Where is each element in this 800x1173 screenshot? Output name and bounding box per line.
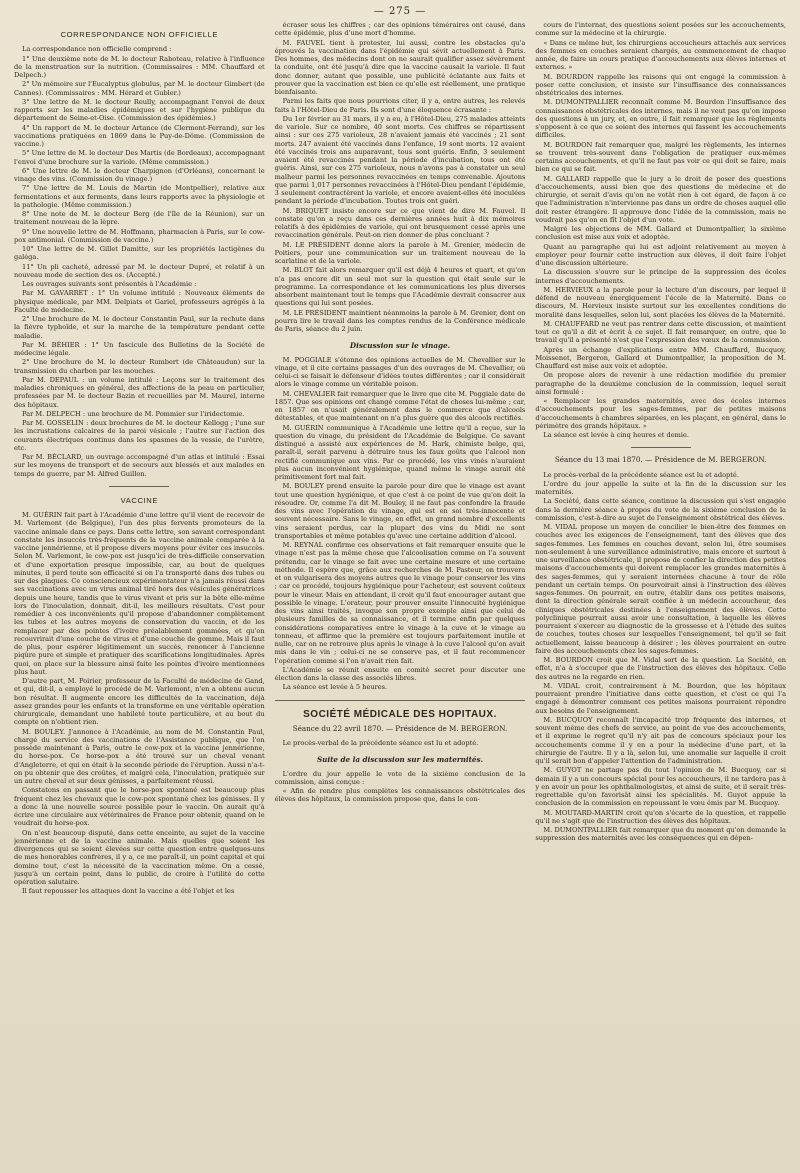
session-line-2: Séance du 13 mai 1870. — Présidence de M. BERGERON. [554, 455, 767, 465]
session-2-text [535, 471, 786, 843]
paragraph: M. BOURDON croit que M. Vidal sort de la question. La Société, en effet, n'a à s'occuper que de l'instruction des élèves des hôpitaux. Celle des autres ne la regarde en rien. [535, 656, 786, 681]
paragraph: Après un échange d'explications entre MM. Chauffard, Bucquoy, Moissenet, Bergeron, Gallard et Dumontpallier, la proposition de M. Chauffard est mise aux voix et adoptée. [535, 345, 786, 370]
paragraph: Le procès-verbal de la précédente séance est lu et adopté. [282, 739, 479, 747]
paragraph: On propose alors de revenir à une rédaction modifiée du premier paragraphe de la deuxième conclusion de la commission, lequel serait ainsi formulé : [535, 371, 786, 396]
paragraph: M. GUÉRIN fait part à l'Académie d'une lettre qu'il vient de recevoir de M. Varlemont (de Belgique), l'un des plus fervents promoteurs de la vaccine animale dans ce pays. Dans cette lettre, son savant correspondant constate les insuccès très-fréquents de la vaccine animale comparée à la vaccine jennérienne, et il propose divers moyens pour éviter ces insuccès. Selon M. Varlemont, le cow-pox est jusqu'ici de très-difficile conservation et d'une exportation presque impossible, car, au bout de quelques minutes, il perd toute son efficacité si on l'a transporté dans des tubes ou sur des plaques. Ce consciencieux expérimentateur n'a jamais réussi dans ses vaccinations avec un virus animal tiré hors des vésicules génératrices depuis une heure, tandis que le virus vivant et pris sur la bête elle-même lors de l'inoculation, donnait, dit-il, les meilleurs résultats. C'est pour remédier à ces inconvénients qu'il propose d'abandonner complètement les tubes et les autres moyens de conservation du vaccin, et de les remplacer par des pointes d'ivoire préalablement gommées, et qu'on recouvrirait d'une couche de virus et d'une couche de gomme. Mais il faut de plus, pour espérer légitimement un succès, renoncer à l'ancienne piqûre pure et simple et pratiquer des scarifications longitudinales. Après quoi, on place sur la blessure ainsi faite les pointes d'ivoire mentionnées plus haut. [14, 511, 265, 676]
paragraph: M. BLOT fait alors remarquer qu'il est déjà 4 heures et quart, et qu'on n'a pas encore dit un seul mot sur la question qui était seule sur le programme. La correspondance et les communications les plus diverses absorbent maintenant tout le temps que l'Académie devrait consacrer aux questions qui lui sont posées. [274, 266, 526, 308]
paragraph: La séance est levée à 5 heures. [282, 683, 388, 692]
column-2 [275, 21, 526, 1171]
paragraph: M. BOULEY. J'annonce à l'Académie, au nom de M. Constantin Paul, chargé du service des vaccinations de l'Assistance publique, que l'on possède maintenant à Paris, outre le cow-pox et la vaccine jennérienne, du horse-pox. Ce horse-pox a été trouvé sur un cheval venant d'Angleterre, et qui en était à la seconde période de l'éruption. Aussi n'a-t-on pu obtenir que des croûtes, et malgré cela, l'inoculation, pratiquée sur un autre cheval et sur deux génisses, a parfaitement réussi. [14, 727, 265, 785]
paragraph: 8° Une note de M. le docteur Berg (de l'île de la Réunion), sur un traitement nouveau de la lèpre. [14, 210, 265, 227]
paragraph: Par M. BÉCLARD, un ouvrage accompagné d'un atlas et intitulé : Essai sur les moyens de transport et de secours aux blessés et aux malades en temps de guerre, par M. Alfred Guillon. [14, 453, 265, 478]
vaccine-continued [275, 21, 526, 333]
paragraph: M. BRIQUET insiste encore sur ce que vient de dire M. Fauvel. Il constate qu'on a reçu dans ces dernières années huit à dix mémoires relatifs à des épidémies de variole, qui ont brusquement cessé après une revaccination générale. Peut-on rien donner de plus concluant ? [274, 206, 526, 240]
vaccine-text [14, 511, 265, 896]
columns [14, 21, 786, 1171]
paragraph: M. DUMONTPALLIER reconnaît comme M. Bourdon l'insuffisance des connaissances obstétricales des internes, mais il ne veut pas qu'on impose des questions à un jury, et, en outre, il fait remarquer que les règlements s'opposent à ce que ce soient des internes qui fassent les accouchements difficiles. [535, 98, 786, 140]
heading-maternites: Suite de la discussion sur les maternités. [316, 755, 484, 765]
paragraph: On n'est beaucoup disputé, dans cette enceinte, au sujet de la vaccine jennérienne et de la vaccine animale. Mais quelles que soient les divergences qui se soient élevées sur cette question entre quelques-uns de mes honorables confrères, il y a, ce me paraît-il, un point capital et qui domine tout, c'est la nécessité de la vaccination même. On a cessé, jusqu'à un certain point, dans le public, de croire à l'utilité de cette opération salutaire. [14, 828, 265, 886]
paragraph: Quant au paragraphe qui lui est adjoint relativement au moyen à employer pour fournir cette instruction aux élèves, il doit faire l'objet d'une discussion ultérieure. [535, 242, 786, 267]
paragraph: M. REYNAL confirme ces observations et fait remarquer ensuite que le vinage n'est pas la même chose que l'alcoolisation comme on l'a souvent prétendu, car le vinage se fait avec une certaine mesure et une certaine méthode. Il espère que, grâce aux recherches de M. Pasteur, on trouvera et on vulgarisera des moyens autres que le vinage pour conserver les vins ; car ce procédé, toujours hygiénique pour l'acheteur, est souvent coûteux pour le vineur. Mais en attendant, il croit qu'il faut encourager autant que possible le vinage. L'orateur, pour prouver ensuite l'innocuité hygiénique des vins ainsi traités, invoque son propre exemple ainsi que celui de plusieurs familles de sa connaissance, et il termine enfin par quelques considérations comparatives entre le vinage à la cuve et le vinage au tonneau, et affirme que la première est toujours parfaitement inutile et nulle, car on ne retrouve plus après le vinage à la cuve l'alcool qu'on avait mis dans le vin ; celui-ci ne se conserve pas, et il faut recommencer l'opération comme si l'on n'avait rien fait. [274, 541, 526, 665]
divider [275, 700, 526, 701]
correspondance-list [14, 45, 265, 478]
paragraph: M. BUCQUOY reconnaît l'incapacité trop fréquente des internes, et souvent même des chefs de service, au point de vue des accouchements, et il exprime le regret qu'il n'y ait pas de concours spéciaux pour les accouchements comme il y en a pour la médecine d'une part, et la chirurgie de l'autre. Il y a là, selon lui, une anomalie sur laquelle il croit qu'il serait bon d'appeler l'attention de l'administration. [535, 715, 786, 765]
paragraph: Les ouvrages suivants sont présentés à l'Académie : [22, 280, 197, 288]
paragraph: M. GALLARD rappelle que le jury a le droit de poser des questions d'accouchements, aussi bien que des questions de médecine et de chirurgie, et serait d'avis qu'on ne votât rien à cet égard, de façon à ce que l'administration n'intervienne pas dans un ordre de choses auquel elle doit rester étrangère. Il approuve donc l'idée de la commission, mais ne voudrait pas qu'on en fît l'objet d'un vote. [535, 174, 786, 224]
paragraph: « Afin de rendre plus complètes les connaissances obstétricales des élèves des hôpitaux, la commission propose que, dans le con- [274, 787, 526, 804]
vinage-text [275, 356, 526, 692]
paragraph: M. CHAUFFARD ne veut pas rentrer dans cette discussion, et maintient tout ce qu'il a dit et écrit à ce sujet. Il fait remarquer, en outre, que le travail qu'il a présenté n'est que l'expression des vœux de la commission. [535, 319, 786, 345]
paragraph: M. FAUVEL tient à protester, lui aussi, contre les obstacles qu'a éprouvés la vaccination dans l'épidémie qui sévit actuellement à Paris. Des hommes, des médecins dont on ne saurait qualifier assez sévèrement la conduite, ont été jusqu'à dire que la vaccine causait la variole. Il faut donc donner, autant que possible, une publicité éclatante aux faits et prouver que la vaccination est bien ce qu'elle est réellement, une pratique bienfaisante. [274, 38, 526, 96]
column-3 [535, 21, 786, 1171]
column-1 [14, 21, 265, 1171]
paragraph: L'ordre du jour appelle le vote de la sixième conclusion de la commission, ainsi conçue : [274, 769, 526, 786]
paragraph: 9° Une nouvelle lettre de M. Hoffmann, pharmacien à Paris, sur le cow-pox antimonial. (Commission de vaccine.) [14, 227, 265, 244]
paragraph: Par M. GAVARRET : 1° Un volume intitulé : Nouveaux éléments de physique médicale, par MM. Delpiats et Gariel, professeurs agrégés à la Faculté de médecine. [14, 289, 265, 314]
divider [631, 447, 691, 448]
paragraph: 5° Une lettre de M. le docteur Des Martis (de Bordeaux), accompagnant l'envoi d'une brochure sur la variole. (Même commission.) [14, 149, 265, 166]
paragraph: Malgré les objections de MM. Gallard et Dumontpallier, la sixième conclusion est mise aux voix et adoptée. [535, 225, 786, 242]
paragraph: M. GUYOT ne partage pas du tout l'opinion de M. Bucquoy, car si demain il y a un concours spécial pour les accoucheurs, il ne tardera pas à y en avoir un pour les ophthalmologistes, et ainsi de suite, et il serait très-regrettable qu'on favorisât ainsi les spécialités. M. Guyot appuie la conclusion de la commission en repoussant le vœu émis par M. Bucquoy. [535, 766, 786, 808]
paragraph: 11° Un pli cacheté, adressé par M. le docteur Dupré, et relatif à un nouveau mode de section des os. (Accepté.) [14, 262, 265, 279]
paragraph: La Société, dans cette séance, continue la discussion qui s'est engagée dans la dernière séance à propos du vote de la sixième conclusion de la commission, c'est-à-dire au sujet de l'enseignement obstétrical des élèves. [535, 497, 786, 522]
paragraph: M. HERVIEUX a la parole pour la lecture d'un discours, par lequel il défend de nouveau énergiquement l'école de la Maternité. Dans ce discours, M. Hervieux insiste surtout sur les excellentes conditions de moralité dans lesquelles, selon lui, sont placées les élèves de la Maternité. [535, 285, 786, 319]
paragraph: « Dans ce même but, les chirurgiens accoucheurs attachés aux services des femmes en couches seraient chargés, au commencement de chaque année, de faire un cours pratique d'accouchements aux élèves internes et externes. » [535, 38, 786, 72]
paragraph: M. LE PRÉSIDENT maintient néanmoins la parole à M. Grenier, dont on pourra lire le travail dans les comptes rendus de la Conférence médicale de Paris, séance du 2 juin. [274, 308, 526, 333]
paragraph: La correspondance non officielle comprend : [22, 45, 172, 54]
paragraph: M. DUMONTPALLIER fait remarquer que du moment qu'on demande la suppression des maternités avec les conséquences qui en dépen- [535, 826, 786, 843]
paragraph: 2° Un mémoire sur l'Eucalyptus globulus, par M. le docteur Gimbert (de Cannes). (Commissaires : MM. Hérard et Gubler.) [14, 80, 265, 97]
paragraph: Du 1er février au 31 mars, il y a eu, à l'Hôtel-Dieu, 275 malades atteints de variole. Sur ce nombre, 40 sont morts. Ces chiffres se répartissent ainsi : sur ces 275 varioleux, 28 n'avaient jamais été vaccinés ; 21 sont morts. 247 avaient été vaccinés dans l'enfance, 19 sont morts. 12 avaient été vaccinés trois ans auparavant, tous sont guéris. Enfin, 3 seulement avaient été revaccinés pendant la période d'incubation, tous ont été guéris. Ainsi, sur ces 275 varioleux, nous n'avons pas à constater un seul malheur parmi les personnes revaccinées en temps convenable. Ajoutons que parmi 1,017 personnes revaccinées à l'Hôtel-Dieu pendant l'épidémie, 3 seulement contractèrent la variole, et encore avaient-elles été inoculées pendant la période d'incubation. Toutes trois ont guéri. [274, 114, 526, 206]
paragraph: M. CHEVALIER fait remarquer que le livre que cite M. Poggiale date de 1857. Que ses opinions ont changé comme l'état de choses lui-même ; car, en 1857 on n'usait généralement dans le commerce que d'alcools détestables, et que maintenant on n'a plus guère que des alcools rectifiés. [274, 389, 526, 423]
heading-vaccine: VACCINE [120, 495, 159, 505]
maternites-continued [535, 21, 786, 439]
heading-societe: SOCIÉTÉ MÉDICALE DES HOPITAUX. [303, 708, 497, 720]
paragraph: M. LE PRÉSIDENT donne alors la parole à M. Grenier, médecin de Poitiers, pour une communication sur un traitement nouveau de la scarlatine et de la variole. [274, 240, 526, 265]
divider [109, 486, 169, 487]
paragraph: 10° Une lettre de M. Gillet Damitte, sur les propriétés lactigènes du galéga. [14, 245, 265, 262]
session-line-1: Séance du 22 avril 1870. — Présidence de M. BERGERON. [292, 723, 508, 733]
heading-correspondance: CORRESPONDANCE NON OFFICIELLE [60, 30, 219, 39]
paragraph: 7° Une lettre de M. Louis de Martin (de Montpellier), relative aux fermentations et aux ferments, dans leurs rapports avec la physiologie et la pathologie. (Même commission.) [14, 184, 265, 209]
paragraph: Il faut repousser les attaques dont la vaccine a été l'objet et les [22, 887, 235, 896]
paragraph: D'autre part, M. Poirier, professeur de la Faculté de médecine de Gand, et qui, dit-il, a employé le procédé de M. Varlemont, n'en a obtenu aucun bon résultat. Il augmente encore les difficultés de la vaccination, déjà assez grandes pour les enfants et la transforme en une véritable opération chirurgicale, demandant une habileté toute particulière, et au bout du compte on n'obtient rien. [14, 677, 265, 727]
paragraph: Constatons en passant que le horse-pox spontané est beaucoup plus fréquent chez les chevaux que le cow-pox spontané chez les génisses. Il y a donc là une nouvelle source possible pour le vaccin. On aurait qu'à écrire une circulaire aux vétérinaires de France pour obtenir, quand on le voudrait du horse-pox. [14, 786, 265, 828]
paragraph: écraser sous les chiffres ; car des opinions téméraires ont causé, dans cette épidémie, plus d'une mort d'homme. [274, 21, 526, 38]
societe-text [275, 739, 526, 747]
paragraph: 1° Une deuxième note de M. le docteur Raboteau, relative à l'influence de la menstruation sur la nutrition. (Commissaires : MM. Chauffard et Delpech.) [14, 54, 265, 79]
heading-vinage: Discussion sur le vinage. [349, 341, 451, 351]
paragraph: M. BOULEY prend ensuite la parole pour dire que le vinage est avant tout une question hygiénique, et que c'est à ce point de vue qu'on doit la résoudre. Or, comme l'a dit M. Bouley, il ne faut pas confondre la fraude des vins avec l'opération du vinage, qui est en soi très-innocente et souvent nécessaire. Sans le vinage, en effet, un grand nombre d'excellents vins seraient perdus, car la plupart des vins du Midi ne sont transportables et même potables qu'avec une certaine addition d'alcool. [274, 482, 526, 540]
paragraph: cours de l'internat, des questions soient posées sur les accouchements, comme sur la médecine et la chirurgie. [535, 21, 786, 38]
paragraph: 4° Un rapport de M. le docteur Artance (de Clermont-Ferrand), sur les vaccinations pratiquées en 1869 dans le Puy-de-Dôme. (Commission de vaccine.) [14, 123, 265, 148]
paragraph: M. BOURDON fait remarquer que, malgré les règlements, les internes se trouvent très-souvent dans l'obligation de pratiquer eux-mêmes certains accouchements, et qu'il ne faut pas voir ce qui doit se faire, mais bien ce qui se fait. [535, 140, 786, 174]
maternites-text [275, 770, 526, 804]
paragraph: 3° Une lettre de M. le docteur Reully, accompagnant l'envoi de deux rapports sur les maladies épidémiques et sur l'hygiène publique du département de Seine-et-Oise. (Commission des épidémies.) [14, 97, 265, 123]
paragraph: Par M. DELPECH : une brochure de M. Pommier sur l'iridectomie. [22, 409, 245, 418]
paragraph: L'Académie se réunit ensuite en comité secret pour discuter une élection dans la classe des associés libres. [274, 665, 526, 682]
paragraph: 2° Une brochure de M. le docteur Constantin Paul, sur la rechute dans la fièvre typhoïde, et sur la marche de la température pendant cette maladie. [14, 315, 265, 340]
paragraph: Par M. BÉHIER : 1° Un fascicule des Bulletins de la Société de médecine légale. [14, 340, 265, 357]
paragraph: M. VIDAL croit, contrairement à M. Bourdon, que les hôpitaux pourraient prendre l'initiative dans cette question, et c'est ce qui l'a engagé à démontrer comment ces petites maisons pourraient répondre aux besoins de l'enseignement. [535, 681, 786, 715]
page-number: — 275 — [373, 6, 427, 17]
paragraph: La discussion s'ouvre sur le principe de la suppression des écoles internes d'accouchements. [535, 268, 786, 285]
paragraph: « Remplacer les grandes maternités, avec des écoles internes d'accouchements pour les sages-femmes, par de petites maisons d'accouchements à chambres séparées, en les plaçant, en général, dans le périmètre des grands hôpitaux. » [535, 397, 786, 430]
paragraph: L'ordre du jour appelle la suite et la fin de la discussion sur les maternités. [535, 479, 786, 496]
paragraph: Par M. DEPAUL : un volume intitulé : Leçons sur le traitement des maladies chroniques en général, des affections de la peau en particulier, professées par M. le docteur Bazin et recueillies par M. Maurel, interne des hôpitaux. [14, 375, 265, 409]
paragraph: M. POGGIALE s'étonne des opinions actuelles de M. Chevallier sur le vinage, et il cite certains passages d'un des ouvrages de M. Chevallier, où celui-ci se faisait le défenseur d'idées toutes différentes ; car il considérait alors le vinage comme un véritable poison. [274, 355, 526, 389]
paragraph: M. BOURDON rappelle les raisons qui ont engagé la commission à poser cette conclusion, et insiste sur l'insuffisance des connaissances obstétricales des internes. [535, 72, 786, 97]
paragraph: Le procès-verbal de la précédente séance est lu et adopté. [543, 470, 739, 479]
paragraph: M. MOUTARD-MARTIN croit qu'on s'écarte de la question, et rappelle qu'il ne s'agit que de l'instruction des élèves des hôpitaux. [535, 808, 786, 825]
paragraph: Parmi les faits que nous pourrions citer, il y a, entre autres, les relevés faits à l'Hôtel-Dieu de Paris. Ils sont d'une éloquence écrasante : [274, 97, 526, 114]
paragraph: Par M. GOSSELIN : deux brochures de M. le docteur Kellogg ; l'une sur les incrustations calcaires de la paroi vésicale ; l'autre sur l'action des courants électriques continus dans les spasmes de la vessie, de l'urètre, etc. [14, 419, 265, 452]
paragraph: M. GUÉRIN communique à l'Académie une lettre qu'il a reçue, sur la question du vinage, du président de l'Académie de Belgique. Ce savant distingué a assisté aux expériences de M. Hark, chimiste belge, qui, paraît-il, serait parvenu à détruire tous les faux goûts que l'alcool non rectifié communique aux vins. Par ce procédé, les vins vinés n'auraient plus aucun inconvénient hygiénique, quand même le vinage aurait été primitivement fort mal fait. [274, 423, 526, 481]
paragraph: La séance est levée à cinq heures et demie. [543, 431, 690, 439]
paragraph: 6° Une lettre de M. le docteur Charpignon (d'Orléans), concernant le vinage des vins. (Commission du vinage.) [14, 166, 265, 183]
paragraph: 2° Une brochure de M. le docteur Rumbert (de Châteaudun) sur la transmission du charbon par les mouches. [14, 358, 265, 375]
paragraph: M. VIDAL propose un moyen de concilier le bien-être des femmes en couches avec les exigences de l'enseignement, tant des élèves que des sages-femmes. Les femmes en couches devant, selon lui, être soumises non-seulement à une surveillance administrative, mais encore et surtout à une surveillance obstétricale, il propose de confier la direction des petites maisons d'accouchements qui doivent remplacer les grandes maternités à des sages-femmes, qui y seraient internées chacune à tour de rôle pendant un certain temps. On pourvoirait ainsi à l'instruction des élèves sages-femmes. On pourrait, en outre, établir dans ces petites maisons, dont la direction générale serait confiée à un médecin accoucheur, des cliniques obstétricales destinées à l'enseignement des élèves. Cette polyclinique pourrait aussi avoir une consultation, à laquelle les élèves pourraient s'exercer au diagnostic de la grossesse et à l'étude des suites de couches, toutes choses sur lesquelles l'enseignement, tel qu'il se fait actuellement, laisse beaucoup à désirer ; les élèves pourraient en outre faire des accouchements chez les sages-femmes. [535, 523, 786, 655]
